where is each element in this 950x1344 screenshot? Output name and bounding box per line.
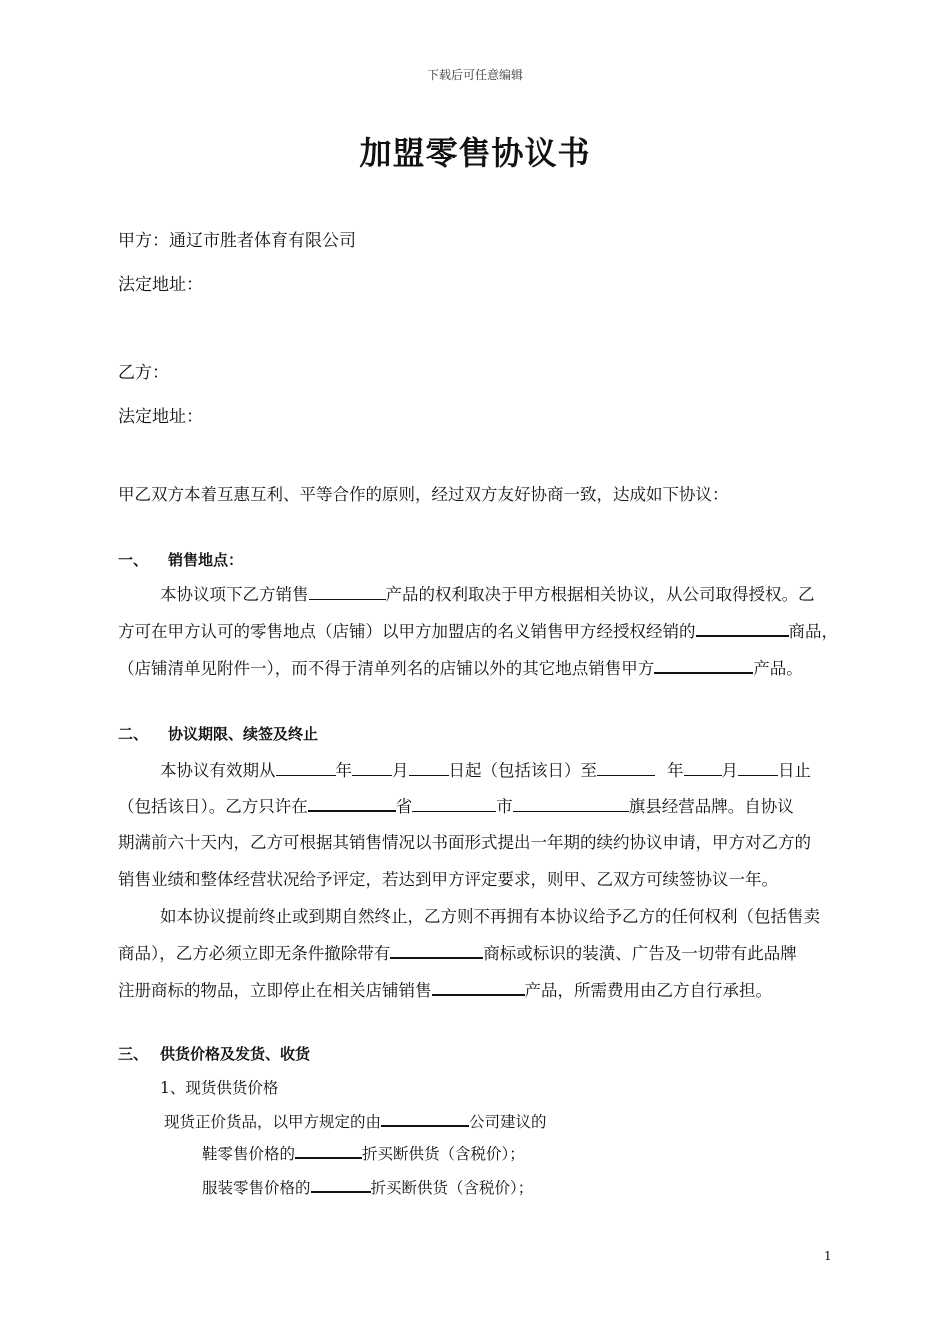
party-a-address: 法定地址： [118,275,203,295]
blank-field [513,796,629,812]
page-number: 1 [824,1249,832,1263]
text: 商品， [788,622,838,641]
blank-field [295,1142,362,1159]
text: 服装零售价格的 [202,1179,311,1197]
text: 折买断供货（含税价）； [362,1145,525,1163]
section-1-number: 一、 [118,551,149,569]
blank-field [309,584,386,600]
section-1-heading [118,549,243,570]
text: 折买断供货（含税价）； [370,1179,534,1197]
section-3-title: 供货价格及发货、收货 [160,1045,311,1063]
text: 本协议项下乙方销售 [160,585,309,604]
text: （包括该日）。乙方只许在 [118,797,308,816]
text: （店铺清单见附件一），而不得于清单列名的店铺以外的其它地点销售甲方 [118,659,655,678]
text: 月 [721,761,738,780]
text: 旗县经营品牌。自协议 [628,797,794,816]
text: 商标或标识的装潢、广告及一切带有此品牌 [483,944,797,963]
blank-field [276,760,336,776]
section-3-line-2 [202,1142,525,1164]
text: 日止 [778,761,811,780]
blank-field [390,942,483,959]
document-title: 加盟零售协议书 [359,134,591,172]
text: 现货正价货品，以甲方规定的由 [164,1113,382,1131]
blank-field [412,796,496,812]
section-2-line-1 [160,757,811,781]
party-b-address: 法定地址： [118,407,203,427]
party-a-name: 通辽市胜者体育有限公司 [169,231,356,251]
section-2-heading [118,723,318,744]
party-b-label: 乙方： [118,363,169,383]
intro-paragraph: 甲乙双方本着互惠互利、平等合作的原则，经过双方友好协商一致，达成如下协议： [118,485,729,504]
section-3-sub-1: 1、现货供货价格 [160,1079,279,1097]
section-2-line-4: 销售业绩和整体经营状况给予评定，若达到甲方评定要求，则甲、乙双方可续签协议一年。 [118,870,778,889]
blank-field [381,1110,469,1127]
section-2-line-6 [118,940,797,964]
blank-field [432,979,525,996]
text: 年 [667,761,684,780]
blank-field [654,657,753,674]
blank-field [738,760,778,776]
section-1-line-2 [118,618,838,642]
section-2-line-7 [118,977,772,1001]
blank-field [311,1176,371,1193]
section-3-heading [118,1043,310,1064]
text: 日起（包括该日）至 [448,761,597,780]
text: 方可在甲方认可的零售地点（店铺）以甲方加盟店的名义销售甲方经授权经销的 [118,622,696,641]
party-a-label: 甲方： [118,231,169,251]
text: 产品的权利取决于甲方根据相关协议，从公司取得授权。乙 [385,585,815,604]
text: 年 [335,761,352,780]
text: 市 [496,797,513,816]
blank-field [409,760,449,776]
section-3-number: 三、 [118,1045,149,1063]
text: 公司建议的 [469,1113,547,1131]
section-2-line-5: 如本协议提前终止或到期自然终止，乙方则不再拥有本协议给予乙方的任何权利（包括售卖 [160,907,820,926]
text: 商品），乙方必须立即无条件撤除带有 [118,944,391,963]
blank-field [684,760,722,776]
text: 本协议有效期从 [160,761,276,780]
section-2-title: 协议期限、续签及终止 [168,725,319,743]
header-note: 下载后可任意编辑 [426,68,523,82]
blank-field [308,795,396,812]
blank-field [696,620,789,637]
text: 产品。 [753,659,803,678]
section-1-title: 销售地点： [168,551,244,569]
party-a-line [118,226,356,251]
section-2-line-3: 期满前六十天内，乙方可根据其销售情况以书面形式提出一年期的续约协议申请，甲方对乙方的 [118,833,811,852]
section-3-line-1 [164,1110,547,1132]
text: 鞋零售价格的 [202,1145,296,1163]
text: 省 [395,797,413,816]
text: 月 [392,761,409,780]
blank-field [352,760,392,776]
section-1-line-3 [118,655,803,679]
section-2-line-2 [118,793,794,817]
section-3-line-3 [202,1176,533,1198]
section-2-number: 二、 [118,725,149,743]
text: 注册商标的物品，立即停止在相关店铺销售 [118,981,432,1000]
section-1-line-1 [160,581,815,605]
blank-field [597,760,655,776]
text: 产品，所需费用由乙方自行承担。 [524,981,772,1000]
